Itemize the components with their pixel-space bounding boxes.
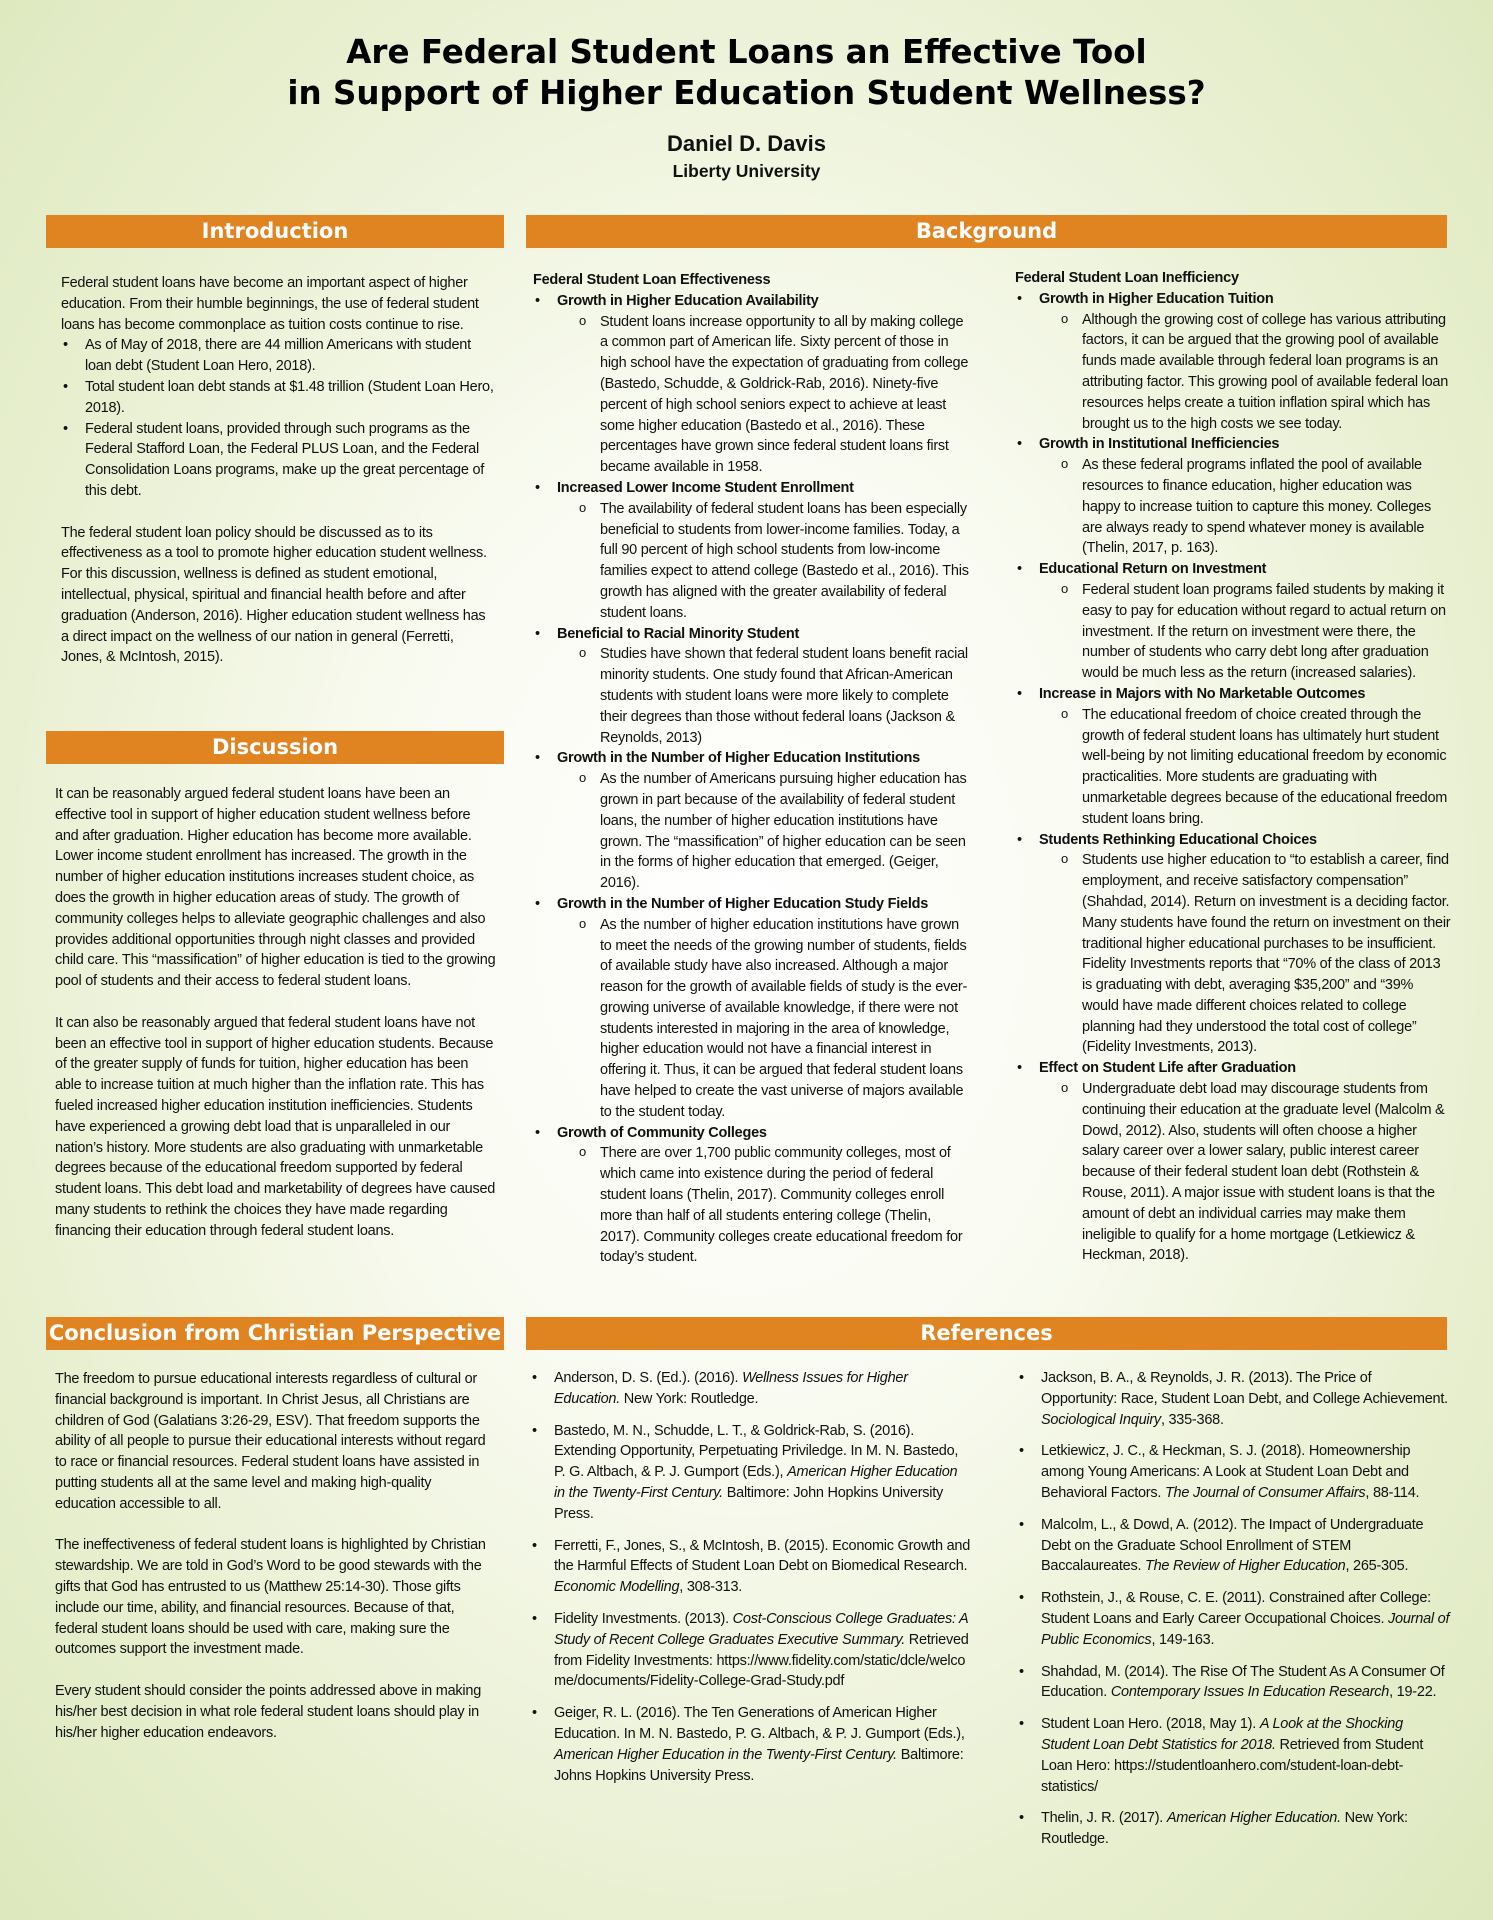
poster-title (0, 32, 1493, 114)
ref-part: , 308-313. (679, 1579, 743, 1596)
ref-italic: A Look at the Shocking Student Loan Debt Statistics for 2018. (1041, 1716, 1403, 1753)
ref-part: Fidelity Investments. (2013). (554, 1610, 733, 1627)
ref-part: , 149-163. (1151, 1631, 1215, 1648)
reference-entry (1017, 1441, 1451, 1503)
item-detail: o Studies have shown that federal student loans benefit racial minority students. One study found that African-American students with student loans were more likely to complete their degrees than those without federal loans (Jackson & Reynolds, 2013) (579, 644, 973, 748)
item-detail: o As these federal programs inflated the pool of available resources to finance education, higher education was happy to increase tuition to capture this money. Colleges are always ready to spend whatever money is available (Thelin, 2017, p. 163). (1061, 455, 1451, 559)
ref-part: New York: Routledge. (1041, 1810, 1408, 1848)
author-name: Daniel D. Davis (667, 131, 826, 156)
item-detail: o Student loans increase opportunity to all by making college a common part of American life. Sixty percent of those in high school have the expectation of graduating from college (Bastedo, Schudde, & Goldrick-Rab, 2016). Ninety-five percent of high school seniors expect to achieve at least some higher education (Bastedo et al., 2016). These percentages have grown since federal student loans first became available in 1958. (579, 312, 973, 478)
ref-italic: The Review of Higher Education (1145, 1558, 1346, 1575)
effectiveness-item (533, 478, 973, 624)
ref-part: Retrieved from Fidelity Investments: https://www.fidelity.com/static/dcle/welcome/documents/Fidelity-College-Grad-Study.pdf (554, 1631, 969, 1690)
reference-entry (530, 1421, 970, 1525)
conclusion-paragraph-1: The freedom to pursue educational interests regardless of cultural or financial background is important. In Christ Jesus, all Christians are children of God (Galatians 3:26-29, ESV). That freedom supports the ability of all people to pursue their educational interests without regard to race or financial resources. Federal student loans have assisted in putting students all at the same level and making high-quality education accessible to all. (55, 1371, 486, 1512)
item-detail: o Although the growing cost of college has various attributing factors, it can be argued that the growing pool of available funds made available through federal loan programs is an attributing factor. This growing pool of available federal loan resources helps create a tuition inflation spiral which has brought us to the high costs we see today. (1061, 310, 1451, 435)
item-title: Growth in Higher Education Availability (557, 292, 819, 309)
ref-italic: Cost-Conscious College Graduates: A Study of Recent College Graduates Executive Summary. (554, 1610, 968, 1648)
references-left-column (530, 1368, 970, 1797)
conclusion-header: Conclusion from Christian Perspective (46, 1317, 504, 1350)
inefficiency-item (1015, 559, 1451, 684)
item-detail: o As the number of higher education institutions have grown to meet the needs of the growing number of students, fields of available study have also increased. Although a major reason for the growth of available fields of study is the ever-growing universe of available knowledge, if there were not students interested in majoring in the area of knowledge, higher education would not have a financial interest in offering it. Thus, it can be argued that federal student loans have helped to create the vast universe of majors available to the student today. (579, 915, 973, 1123)
item-title: Effect on Student Life after Graduation (1039, 1060, 1296, 1077)
background-effectiveness-column (533, 270, 973, 1268)
reference-entry (530, 1368, 970, 1410)
ref-italic: Wellness Issues for Higher Education. (554, 1370, 908, 1407)
ref-part: Anderson, D. S. (Ed.). (2016). (554, 1370, 743, 1386)
ref-part: Geiger, R. L. (2016). The Ten Generations of American Higher Education. In M. N. Bastedo, P. G. Altbach, & P. J. Gumport (Eds.), (554, 1705, 965, 1742)
title-line-2: in Support of Higher Education Student Wellness? (287, 74, 1206, 112)
effectiveness-item (533, 894, 973, 1123)
conclusion-section (55, 1369, 495, 1743)
ref-italic: Journal of Public Economics (1041, 1610, 1450, 1648)
ref-part: , 265-305. (1345, 1558, 1409, 1575)
effectiveness-item (533, 624, 973, 749)
inefficiency-item (1015, 289, 1451, 435)
ref-part: Malcolm, L., & Dowd, A. (2012). The Impact of Undergraduate Debt on the Graduate School Enrollment of STEM Baccalaureates. (1041, 1516, 1424, 1575)
inefficiency-item (1015, 1058, 1451, 1266)
ref-part: , 88-114. (1365, 1484, 1420, 1501)
ref-part: , 19-22. (1389, 1684, 1437, 1701)
ref-italic: American Higher Education in the Twenty-First Century. (554, 1746, 897, 1763)
discussion-header: Discussion (46, 731, 504, 764)
inefficiency-item (1015, 434, 1451, 559)
reference-entry (1017, 1662, 1451, 1704)
item-title: Students Rethinking Educational Choices (1039, 831, 1317, 848)
effectiveness-heading: Federal Student Loan Effectiveness (533, 272, 771, 288)
affiliation: Liberty University (672, 161, 821, 181)
inefficiency-item (1015, 684, 1451, 830)
reference-entry (1017, 1808, 1451, 1850)
item-detail: o Students use higher education to “to establish a career, find employment, and receive satisfactory compensation” (Shahdad, 2014). Return on investment is a deciding factor. Many students have found the return on investment on their traditional higher educational purchases to be insufficient. Fidelity Investments reports that “70% of the class of 2013 is graduating with debt, averaging $35,200” and “39% would have made different choices related to college planning had they understood the total cost of college” (Fidelity Investments, 2013). (1061, 850, 1451, 1058)
effectiveness-item (533, 1123, 973, 1269)
reference-entry (530, 1536, 970, 1598)
discussion-paragraph-2: It can also be reasonably argued that federal student loans have not been an effective tool in support of higher education students. Because of the greater supply of funds for tuition, higher education has been able to increase tuition at much higher than the inflation rate. This has fueled increased higher education institution inefficiencies. Students have experienced a growing debt load that is unparalleled in our nation’s history. More students are also graduating with unmarketable degrees because of the educational freedom supported by federal student loans. This debt load and marketability of degrees have caused many students to rethink the choices they have made regarding financing their education through federal student loans. (55, 1014, 496, 1239)
ref-part: Thelin, J. R. (2017). (1041, 1810, 1167, 1827)
ref-part: Jackson, B. A., & Reynolds, J. R. (2013). The Price of Opportunity: Race, Student Loan Debt, and College Achievement. (1041, 1370, 1448, 1407)
ref-part: Baltimore: Johns Hopkins University Press. (554, 1746, 964, 1784)
effectiveness-item (533, 748, 973, 894)
ref-part: Bastedo, M. N., Schudde, L. T., & Goldrick-Rab, S. (2016). Extending Opportunity, Perpetuating Priviledge. In M. N. Bastedo, P. G. Altbach, & P. J. Gumport (Eds.), (554, 1422, 959, 1481)
ref-part: Retrieved from Student Loan Hero: https://studentloanhero.com/student-loan-debt-statistics/ (1041, 1736, 1424, 1795)
item-title: Educational Return on Investment (1039, 561, 1267, 578)
intro-paragraph-1: Federal student loans have become an important aspect of higher education. From their humble beginnings, the use of federal student loans has become commonplace as tuition costs continue to rise. (61, 275, 479, 333)
item-title: Growth of Community Colleges (557, 1124, 767, 1141)
background-header: Background (526, 215, 1447, 248)
item-detail: o Federal student loan programs failed students by making it easy to pay for education without regard to actual return on investment. If the return on investment were there, the number of students who carry debt long after graduation would be much less as the return (increased salaries). (1061, 580, 1451, 684)
item-title: Beneficial to Racial Minority Student (557, 625, 800, 642)
reference-entry (1017, 1714, 1451, 1797)
inefficiency-heading: Federal Student Loan Inefficiency (1015, 270, 1239, 286)
background-inefficiency-column (1015, 268, 1451, 1266)
references-header: References (526, 1317, 1447, 1350)
intro-bullet-list (61, 335, 495, 501)
references-right-column (1017, 1368, 1451, 1861)
item-title: Increase in Majors with No Marketable Outcomes (1039, 685, 1366, 702)
item-detail: o The educational freedom of choice created through the growth of federal student loans has ultimately hurt student well-being by not limiting educational freedom by economic practicalities. More students are graduating with unmarketable degrees because of the educational freedom student loans bring. (1061, 705, 1451, 830)
item-title: Increased Lower Income Student Enrollment (557, 479, 854, 496)
ref-italic: American Higher Education in the Twenty-First Century. (554, 1464, 958, 1501)
ref-italic: American Higher Education. (1166, 1810, 1341, 1827)
ref-part: Shahdad, M. (2014). The Rise Of The Student As A Consumer Of Education. (1041, 1663, 1445, 1701)
discussion-paragraph-1: It can be reasonably argued federal student loans have been an effective tool in support of higher education student wellness before and after graduation. Higher education has become more available. Lower income student enrollment has increased. The growth in the number of higher education institutions increases student choice, as does the growth in higher education areas of study. The growth of community colleges helps to alleviate geographic challenges and also provides additional opportunities through night classes and provided child care. This “massification” of higher education is tied to the growing pool of students and their access to federal student loans. (55, 786, 496, 990)
ref-italic: Economic Modelling (554, 1579, 680, 1596)
effectiveness-item (533, 291, 973, 478)
item-detail: o As the number of Americans pursuing higher education has grown in part because of the availability of federal student loans, the number of higher education institutions have grown. The “massification” of higher education can be seen in the forms of higher education that emerged. (Geiger, 2016). (579, 769, 973, 894)
reference-entry (1017, 1368, 1451, 1430)
intro-bullet: • As of May of 2018, there are 44 million Americans with student loan debt (Student Loan Hero, 2018). (61, 335, 495, 377)
introduction-section (61, 273, 495, 668)
reference-entry (1017, 1588, 1451, 1650)
item-title: Growth in the Number of Higher Education Study Fields (557, 895, 929, 912)
introduction-header: Introduction (46, 215, 504, 248)
reference-entry (530, 1609, 970, 1692)
conclusion-paragraph-2: The ineffectiveness of federal student loans is highlighted by Christian stewardship. We are told in God’s Word to be good stewards with the gifts that God has entrusted to us (Matthew 25:14-30). Those gifts include our time, ability, and financial resources. Because of that, federal student loans should be used with care, making sure the outcomes support the investment made. (55, 1537, 486, 1658)
ref-part: Student Loan Hero. (2018, May 1). (1041, 1716, 1260, 1733)
discussion-section (55, 784, 497, 1242)
ref-part: , 335-368. (1160, 1411, 1224, 1428)
reference-entry (530, 1703, 970, 1786)
item-detail: o There are over 1,700 public community colleges, most of which came into existence during the period of federal student loans (Thelin, 2017). Community colleges enroll more than half of all students entering college (Thelin, 2017). Community colleges create educational freedom for today’s student. (579, 1143, 973, 1268)
item-title: Growth in Institutional Inefficiencies (1039, 436, 1280, 453)
ref-part: Rothstein, J., & Rouse, C. E. (2011). Constrained after College: Student Loans and Early Career Occupational Choices. (1041, 1590, 1431, 1627)
intro-bullet: • Federal student loans, provided through such programs as the Federal Stafford Loan, the Federal PLUS Loan, and the Federal Consolidation Loans programs, make up the great percentage of this debt. (61, 419, 495, 502)
ref-part: Baltimore: John Hopkins University Press. (554, 1484, 944, 1522)
item-detail: o Undergraduate debt load may discourage students from continuing their education at the graduate level (Malcolm & Dowd, 2012). Also, students will often choose a higher salary career over a lower salary, public interest career because of their federal student loan debt (Rothstein & Rouse, 2011). A major issue with student loans is that the amount of debt an individual carries may make them ineligible to qualify for a home mortgage (Letkiewicz & Heckman, 2018). (1061, 1079, 1451, 1266)
ref-part: Ferretti, F., Jones, S., & McIntosh, B. (2015). Economic Growth and the Harmful Effects of Student Loan Debt on Biomedical Research. (554, 1537, 971, 1575)
conclusion-paragraph-3: Every student should consider the points addressed above in making his/her best decision in what role federal student loans should play in his/her higher education endeavors. (55, 1682, 482, 1741)
item-title: Growth in the Number of Higher Education Institutions (557, 750, 920, 767)
reference-entry (1017, 1515, 1451, 1577)
ref-italic: The Journal of Consumer Affairs (1164, 1484, 1366, 1501)
ref-part: Letkiewicz, J. C., & Heckman, S. J. (2018). Homeownership among Young Americans: A Look at Student Loan Debt and Behavioral Factors. (1041, 1443, 1411, 1501)
intro-bullet: • Total student loan debt stands at $1.48 trillion (Student Loan Hero, 2018). (61, 377, 495, 419)
intro-paragraph-2: The federal student loan policy should be discussed as to its effectiveness as a tool to promote higher education student wellness. For this discussion, wellness is defined as student emotional, intellectual, physical, spiritual and financial health before and after graduation (Anderson, 2016). Higher education student wellness has a direct impact on the wellness of our nation in general (Ferretti, Jones, & McIntosh, 2015). (61, 524, 487, 666)
title-line-1: Are Federal Student Loans an Effective Tool (346, 33, 1147, 71)
item-title: Growth in Higher Education Tuition (1039, 290, 1274, 307)
ref-italic: Contemporary Issues In Education Research (1110, 1684, 1390, 1701)
ref-italic: Sociological Inquiry (1041, 1411, 1161, 1428)
inefficiency-item (1015, 830, 1451, 1059)
ref-part: New York: Routledge. (620, 1390, 759, 1407)
item-detail: o The availability of federal student loans has been especially beneficial to students from lower-income families. Today, a full 90 percent of high school students from low-income families expect to attend college (Bastedo et al., 2016). This growth has aligned with the greater availability of federal student loans. (579, 499, 973, 624)
